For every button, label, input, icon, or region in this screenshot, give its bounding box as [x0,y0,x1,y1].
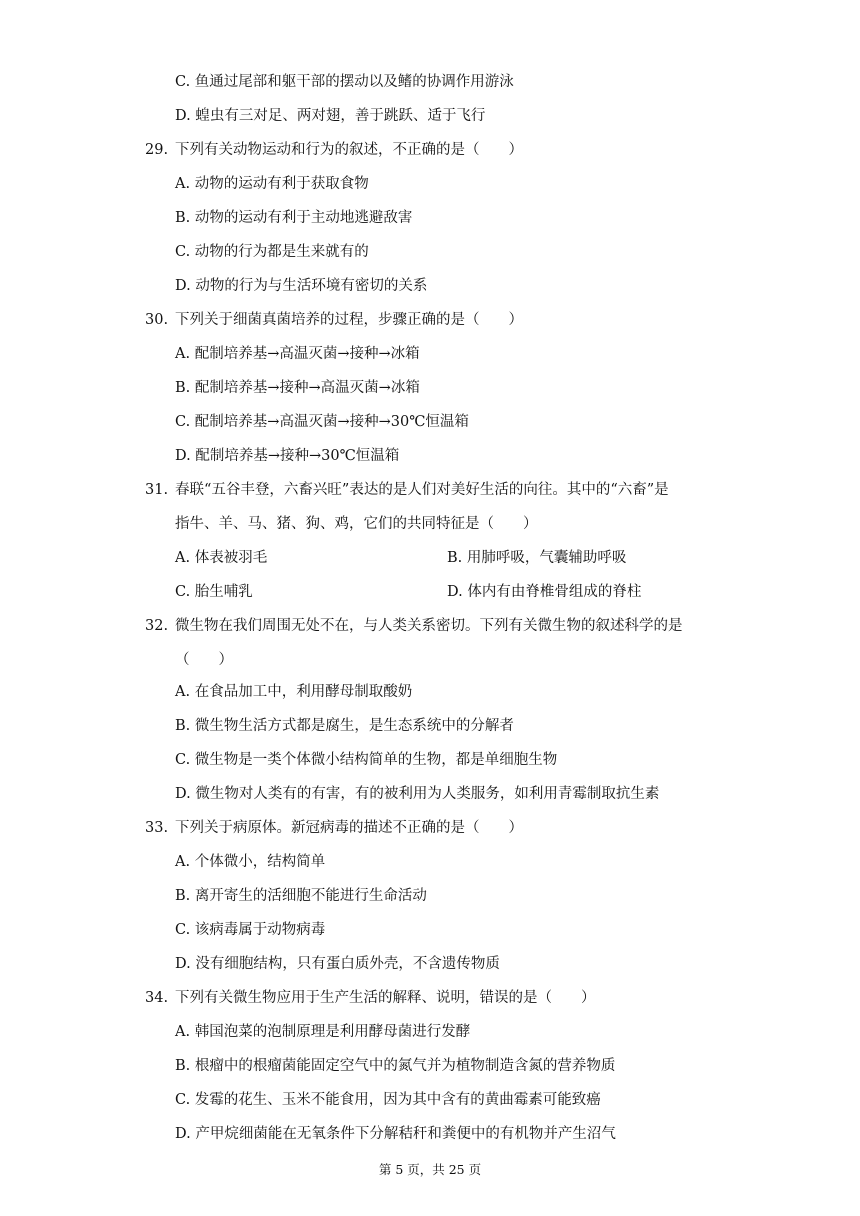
q29-option-c: C. 动物的行为都是生来就有的 [175,244,369,260]
q31-option-b: B. 用肺呼吸，气囊辅助呼吸 [447,550,627,566]
question-text: 春联“五谷丰登，六畜兴旺”表达的是人们对美好生活的向往。其中的“六畜”是 [175,482,669,498]
q31-option-c: C. 胎生哺乳 [175,584,253,600]
q33-option-b: B. 离开寄生的活细胞不能进行生命活动 [175,888,427,904]
question-31-text-continued: 指牛、羊、马、猪、狗、鸡，它们的共同特征是（ ） [175,516,538,532]
q33-option-a: A. 个体微小，结构简单 [175,854,326,870]
question-number: 29. [145,142,169,158]
q29-option-a: A. 动物的运动有利于获取食物 [175,176,369,192]
q28-option-c: C. 鱼通过尾部和躯干部的摆动以及鳍的协调作用游泳 [175,74,514,90]
q31-option-d: D. 体内有由脊椎骨组成的脊柱 [447,584,642,600]
question-number: 30. [145,312,169,328]
q30-option-b: B. 配制培养基→接种→高温灭菌→冰箱 [175,380,420,396]
question-text: 下列有关微生物应用于生产生活的解释、说明，错误的是（ ） [175,990,596,1006]
question-number: 32. [145,618,169,634]
q32-option-a: A. 在食品加工中，利用酵母制取酸奶 [175,684,413,700]
q32-option-b: B. 微生物生活方式都是腐生，是生态系统中的分解者 [175,718,514,734]
question-text: 微生物在我们周围无处不在，与人类关系密切。下列有关微生物的叙述科学的是 [175,618,683,634]
q28-option-d: D. 蝗虫有三对足、两对翅，善于跳跃、适于飞行 [175,108,486,124]
question-text: 下列有关动物运动和行为的叙述，不正确的是（ ） [175,142,523,158]
q30-option-d: D. 配制培养基→接种→30℃恒温箱 [175,448,400,464]
q33-option-c: C. 该病毒属于动物病毒 [175,922,326,938]
q34-option-b: B. 根瘤中的根瘤菌能固定空气中的氮气并为植物制造含氮的营养物质 [175,1058,616,1074]
question-number: 33. [145,820,169,836]
q29-option-d: D. 动物的行为与生活环境有密切的关系 [175,278,428,294]
q29-option-b: B. 动物的运动有利于主动地逃避敌害 [175,210,413,226]
q32-option-d: D. 微生物对人类有的有害，有的被利用为人类服务，如利用青霉制取抗生素 [175,786,660,802]
q30-option-a: A. 配制培养基→高温灭菌→接种→冰箱 [175,346,420,362]
q34-option-a: A. 韩国泡菜的泡制原理是利用酵母菌进行发酵 [175,1024,471,1040]
question-text: 下列关于细菌真菌培养的过程，步骤正确的是（ ） [175,312,523,328]
q34-option-d: D. 产甲烷细菌能在无氧条件下分解秸秆和粪便中的有机物并产生沼气 [175,1126,616,1142]
question-text: 下列关于病原体。新冠病毒的描述不正确的是（ ） [175,820,523,836]
q32-option-c: C. 微生物是一类个体微小结构简单的生物，都是单细胞生物 [175,752,558,768]
q31-option-a: A. 体表被羽毛 [175,550,268,566]
page-footer: 第 5 页，共 25 页 [378,1162,482,1177]
q30-option-c: C. 配制培养基→高温灭菌→接种→30℃恒温箱 [175,414,469,430]
question-number: 31. [145,482,169,498]
question-number: 34. [145,990,169,1006]
q33-option-d: D. 没有细胞结构，只有蛋白质外壳，不含遗传物质 [175,956,500,972]
question-32-text-continued: （ ） [175,652,233,668]
q34-option-c: C. 发霉的花生、玉米不能食用，因为其中含有的黄曲霉素可能致癌 [175,1092,601,1108]
